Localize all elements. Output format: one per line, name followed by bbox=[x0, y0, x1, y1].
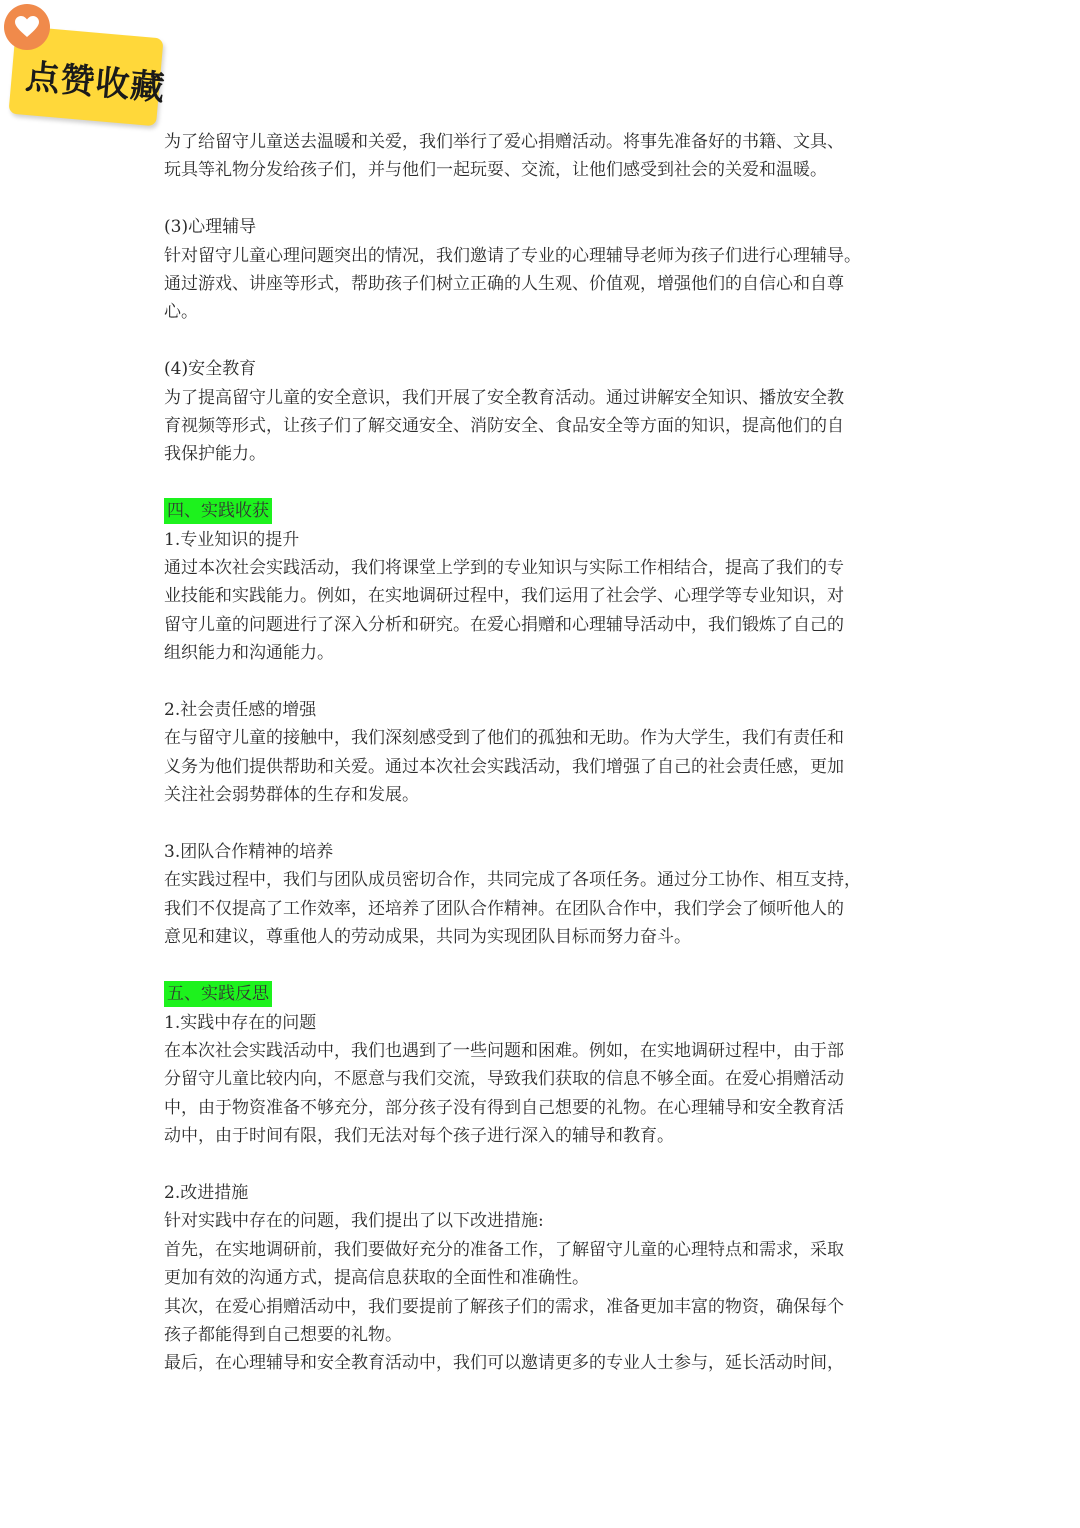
item-title: 3.团队合作精神的培养 bbox=[164, 842, 334, 863]
paragraph-line: 我们不仅提高了工作效率，还培养了团队合作精神。在团队合作中，我们学会了倾听他人的 bbox=[164, 898, 844, 919]
paragraph-line: 在本次社会实践活动中，我们也遇到了一些问题和困难。例如，在实地调研过程中，由于部 bbox=[164, 1040, 844, 1061]
paragraph-line: 通过游戏、讲座等形式，帮助孩子们树立正确的人生观、价值观，增强他们的自信心和自尊 bbox=[164, 274, 844, 295]
paragraph-line: 针对留守儿童心理问题突出的情况，我们邀请了专业的心理辅导老师为孩子们进行心理辅导。 bbox=[164, 245, 861, 266]
subsection-title: (3)心理辅导 bbox=[164, 217, 257, 238]
paragraph-line: 组织能力和沟通能力。 bbox=[164, 643, 334, 664]
paragraph-line: 中，由于物资准备不够充分，部分孩子没有得到自己想要的礼物。在心理辅导和安全教育活 bbox=[164, 1097, 844, 1118]
subsection-title: (4)安全教育 bbox=[164, 359, 257, 380]
paragraph-line: 留守儿童的问题进行了深入分析和研究。在爱心捐赠和心理辅导活动中，我们锻炼了自己的 bbox=[164, 614, 844, 635]
paragraph-line: 在与留守儿童的接触中，我们深刻感受到了他们的孤独和无助。作为大学生，我们有责任和 bbox=[164, 728, 844, 749]
paragraph-line: 分留守儿童比较内向，不愿意与我们交流，导致我们获取的信息不够全面。在爱心捐赠活动 bbox=[164, 1069, 844, 1090]
paragraph-line: 义务为他们提供帮助和关爱。通过本次社会实践活动，我们增强了自己的社会责任感，更加 bbox=[164, 756, 844, 777]
paragraph-line: 通过本次社会实践活动，我们将课堂上学到的专业知识与实际工作相结合，提高了我们的专 bbox=[164, 558, 844, 579]
paragraph-line: 为了提高留守儿童的安全意识，我们开展了安全教育活动。通过讲解安全知识、播放安全教 bbox=[164, 387, 844, 408]
paragraph-line: 关注社会弱势群体的生存和发展。 bbox=[164, 785, 419, 806]
item-title: 2.改进措施 bbox=[164, 1182, 249, 1203]
paragraph-line: 动中，由于时间有限，我们无法对每个孩子进行深入的辅导和教育。 bbox=[164, 1126, 674, 1147]
item-title: 2.社会责任感的增强 bbox=[164, 700, 317, 721]
intro-line: 为了给留守儿童送去温暖和关爱，我们举行了爱心捐赠活动。将事先准备好的书籍、文具、 bbox=[164, 132, 844, 152]
paragraph-line: 首先，在实地调研前，我们要做好充分的准备工作，了解留守儿童的心理特点和需求，采取 bbox=[164, 1239, 844, 1260]
intro-line: 玩具等礼物分发给孩子们，并与他们一起玩耍、交流，让他们感受到社会的关爱和温暖。 bbox=[164, 160, 827, 181]
item-title: 1.专业知识的提升 bbox=[164, 529, 300, 550]
paragraph-line: 最后，在心理辅导和安全教育活动中，我们可以邀请更多的专业人士参与，延长活动时间， bbox=[164, 1353, 844, 1374]
paragraph-line: 意见和建议，尊重他人的劳动成果，共同为实现团队目标而努力奋斗。 bbox=[164, 927, 691, 948]
paragraph-line: 在实践过程中，我们与团队成员密切合作，共同完成了各项任务。通过分工协作、相互支持， bbox=[164, 870, 861, 891]
section-heading-highlighted: 五、实践反思 bbox=[164, 981, 272, 1007]
paragraph-line: 心。 bbox=[164, 302, 198, 323]
paragraph-line: 针对实践中存在的问题，我们提出了以下改进措施: bbox=[164, 1211, 544, 1232]
paragraph-line: 业技能和实践能力。例如，在实地调研过程中，我们运用了社会学、心理学等专业知识，对 bbox=[164, 586, 844, 607]
paragraph-line: 孩子都能得到自己想要的礼物。 bbox=[164, 1324, 402, 1345]
paragraph-line: 育视频等形式，让孩子们了解交通安全、消防安全、食品安全等方面的知识，提高他们的自 bbox=[164, 416, 844, 437]
item-title: 1.实践中存在的问题 bbox=[164, 1012, 317, 1033]
badge-label: 点赞收藏 bbox=[23, 56, 167, 109]
paragraph-line: 我保护能力。 bbox=[164, 444, 266, 465]
heart-icon bbox=[14, 15, 40, 39]
paragraph-line: 更加有效的沟通方式，提高信息获取的全面性和准确性。 bbox=[164, 1268, 589, 1289]
document-body bbox=[164, 128, 934, 1378]
section-heading-highlighted: 四、实践收获 bbox=[164, 498, 272, 524]
paragraph-line: 其次，在爱心捐赠活动中，我们要提前了解孩子们的需求，准备更加丰富的物资，确保每个 bbox=[164, 1296, 844, 1317]
favorite-badge-circle[interactable] bbox=[4, 4, 50, 50]
